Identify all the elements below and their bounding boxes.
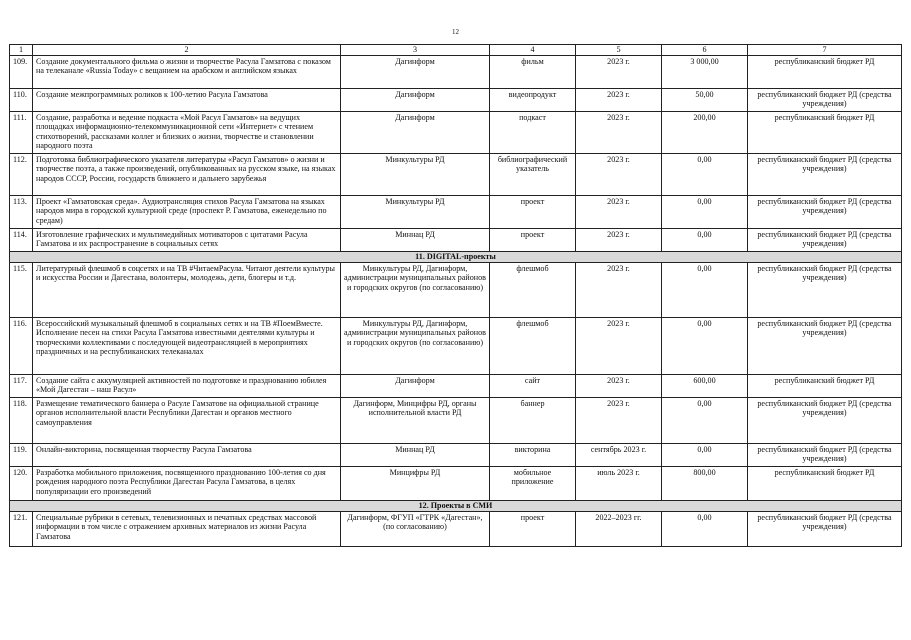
funding-source: республиканский бюджет РД xyxy=(748,111,902,153)
executor: Дагинформ xyxy=(341,374,490,397)
column-header: 2 xyxy=(33,45,341,56)
row-number: 117. xyxy=(10,374,33,397)
event-amount: 200,00 xyxy=(662,111,748,153)
executor: Дагинформ, ФГУП «ГТРК «Дагестан», (по согласованию) xyxy=(341,511,490,546)
section-title: 12. Проекты в СМИ xyxy=(10,500,902,511)
event-amount: 0,00 xyxy=(662,397,748,443)
event-title: Создание межпрограммных роликов к 100-летию Расула Гамзатова xyxy=(33,88,341,111)
event-term: 2022–2023 гг. xyxy=(576,511,662,546)
event-term: 2023 г. xyxy=(576,374,662,397)
table-row xyxy=(10,374,902,397)
event-title: Специальные рубрики в сетевых, телевизионных и печатных средствах массовой информации в том числе с отражением архивных материалов из жизни Расула Гамзатова xyxy=(33,511,341,546)
executor: Дагинформ, Минцифры РД, органы исполнительной власти РД xyxy=(341,397,490,443)
event-term: 2023 г. xyxy=(576,153,662,195)
row-number: 121. xyxy=(10,511,33,546)
table-row xyxy=(10,55,902,88)
table-row xyxy=(10,153,902,195)
executor: Минкультуры РД, Дагинформ, администрации муниципальных районов и городских округов (по согласованию) xyxy=(341,317,490,374)
event-amount: 50,00 xyxy=(662,88,748,111)
executor: Дагинформ xyxy=(341,111,490,153)
event-title: Подготовка библиографического указателя литературы «Расул Гамзатов» о жизни и творчестве поэта, а также произведений, опубликованных на русском языке, на языках народов СССР, России, государств ближнего и дальнего зарубежья xyxy=(33,153,341,195)
event-title: Разработка мобильного приложения, посвященного празднованию 100-летия со дня рождения народного поэта Республики Дагестан Расула Гамзатова, в целях популяризации его произведений xyxy=(33,466,341,500)
row-number: 120. xyxy=(10,466,33,500)
event-term: 2023 г. xyxy=(576,317,662,374)
row-number: 111. xyxy=(10,111,33,153)
row-number: 114. xyxy=(10,228,33,251)
funding-source: республиканский бюджет РД (средства учреждения) xyxy=(748,262,902,317)
event-form: подкаст xyxy=(490,111,576,153)
executor: Миннац РД xyxy=(341,228,490,251)
event-term: июль 2023 г. xyxy=(576,466,662,500)
event-term: 2023 г. xyxy=(576,228,662,251)
table-row xyxy=(10,228,902,251)
event-title: Размещение тематического баннера о Расуле Гамзатове на официальной странице органов исполнительной власти Республики Дагестан и органов местного самоуправления xyxy=(33,397,341,443)
row-number: 119. xyxy=(10,443,33,466)
table-row xyxy=(10,111,902,153)
executor: Миннац РД xyxy=(341,443,490,466)
event-title: Создание документального фильма о жизни и творчестве Расула Гамзатова с показом на телеканале «Russia Today» с вещанием на арабском и английском языках xyxy=(33,55,341,88)
event-title: Создание сайта с аккумуляцией активностей по подготовке и празднованию юбилея «Мой Дагестан – наш Расул» xyxy=(33,374,341,397)
event-term: 2023 г. xyxy=(576,88,662,111)
events-table xyxy=(9,44,902,547)
event-amount: 0,00 xyxy=(662,443,748,466)
event-title: Всероссийский музыкальный флешмоб в социальных сетях и на ТВ #ПоемВместе. Исполнение песен на стихи Расула Гамзатова известными деятелями культуры и творческими коллективами с последующей видеотрансляцией в мероприятиях праздничных и на республиканских телеканалах xyxy=(33,317,341,374)
executor: Дагинформ xyxy=(341,88,490,111)
event-amount: 0,00 xyxy=(662,195,748,228)
funding-source: республиканский бюджет РД (средства учреждения) xyxy=(748,317,902,374)
event-amount: 0,00 xyxy=(662,511,748,546)
event-amount: 0,00 xyxy=(662,228,748,251)
row-number: 115. xyxy=(10,262,33,317)
column-header: 6 xyxy=(662,45,748,56)
funding-source: республиканский бюджет РД (средства учреждения) xyxy=(748,443,902,466)
section-title: 11. DIGITAL-проекты xyxy=(10,251,902,262)
funding-source: республиканский бюджет РД (средства учреждения) xyxy=(748,195,902,228)
column-header: 1 xyxy=(10,45,33,56)
table-row xyxy=(10,511,902,546)
event-amount: 600,00 xyxy=(662,374,748,397)
row-number: 116. xyxy=(10,317,33,374)
row-number: 113. xyxy=(10,195,33,228)
event-amount: 0,00 xyxy=(662,153,748,195)
executor: Минкультуры РД xyxy=(341,195,490,228)
executor: Минкультуры РД xyxy=(341,153,490,195)
funding-source: республиканский бюджет РД (средства учреждения) xyxy=(748,88,902,111)
event-form: баннер xyxy=(490,397,576,443)
funding-source: республиканский бюджет РД (средства учреждения) xyxy=(748,397,902,443)
event-title: Изготовление графических и мультимедийных мотиваторов с цитатами Расула Гамзатова и их распространение в социальных сетях xyxy=(33,228,341,251)
event-term: 2023 г. xyxy=(576,397,662,443)
event-amount: 800,00 xyxy=(662,466,748,500)
event-form: флешмоб xyxy=(490,262,576,317)
event-form: проект xyxy=(490,228,576,251)
table-row xyxy=(10,443,902,466)
event-form: проект xyxy=(490,195,576,228)
row-number: 110. xyxy=(10,88,33,111)
event-term: 2023 г. xyxy=(576,111,662,153)
funding-source: республиканский бюджет РД xyxy=(748,374,902,397)
table-row xyxy=(10,262,902,317)
event-form: фильм xyxy=(490,55,576,88)
event-form: флешмоб xyxy=(490,317,576,374)
event-form: мобильное приложение xyxy=(490,466,576,500)
funding-source: республиканский бюджет РД (средства учреждения) xyxy=(748,153,902,195)
table-row xyxy=(10,397,902,443)
event-amount: 0,00 xyxy=(662,317,748,374)
column-header: 7 xyxy=(748,45,902,56)
event-form: викторина xyxy=(490,443,576,466)
section-header-row xyxy=(10,251,902,262)
event-term: 2023 г. xyxy=(576,55,662,88)
funding-source: республиканский бюджет РД xyxy=(748,466,902,500)
event-form: видеопродукт xyxy=(490,88,576,111)
column-header: 3 xyxy=(341,45,490,56)
funding-source: республиканский бюджет РД (средства учреждения) xyxy=(748,511,902,546)
row-number: 112. xyxy=(10,153,33,195)
event-term: сентябрь 2023 г. xyxy=(576,443,662,466)
table-row xyxy=(10,317,902,374)
column-header: 4 xyxy=(490,45,576,56)
page-number: 12 xyxy=(452,28,459,36)
section-header-row xyxy=(10,500,902,511)
event-form: проект xyxy=(490,511,576,546)
executor: Дагинформ xyxy=(341,55,490,88)
event-title: Проект «Гамзатовская среда». Аудиотрансляция стихов Расула Гамзатова на языках народов мира в городской культурной среде (проспект Р. Гамзатова, еженедельно по средам) xyxy=(33,195,341,228)
event-title: Онлайн-викторина, посвященная творчеству Расула Гамзатова xyxy=(33,443,341,466)
column-header: 5 xyxy=(576,45,662,56)
event-title: Литературный флешмоб в соцсетях и на ТВ #ЧитаемРасула. Читают деятели культуры и искусства России и Дагестана, волонтеры, молодежь, дети, блогеры и т.д. xyxy=(33,262,341,317)
executor: Минкультуры РД, Дагинформ, администрации муниципальных районов и городских округов (по согласованию) xyxy=(341,262,490,317)
event-term: 2023 г. xyxy=(576,195,662,228)
event-amount: 3 000,00 xyxy=(662,55,748,88)
event-term: 2023 г. xyxy=(576,262,662,317)
event-form: сайт xyxy=(490,374,576,397)
row-number: 118. xyxy=(10,397,33,443)
table-row xyxy=(10,88,902,111)
row-number: 109. xyxy=(10,55,33,88)
funding-source: республиканский бюджет РД xyxy=(748,55,902,88)
executor: Минцифры РД xyxy=(341,466,490,500)
event-amount: 0,00 xyxy=(662,262,748,317)
table-row xyxy=(10,195,902,228)
column-header-row xyxy=(10,45,902,56)
event-title: Создание, разработка и ведение подкаста «Мой Расул Гамзатов» на ведущих площадках информационно-телекоммуникационной сети «Интернет» с чтением стихотворений, рассказами коллег и близких о жизни, творчестве и становлении народного поэта xyxy=(33,111,341,153)
funding-source: республиканский бюджет РД (средства учреждения) xyxy=(748,228,902,251)
event-form: библиографический указатель xyxy=(490,153,576,195)
table-row xyxy=(10,466,902,500)
